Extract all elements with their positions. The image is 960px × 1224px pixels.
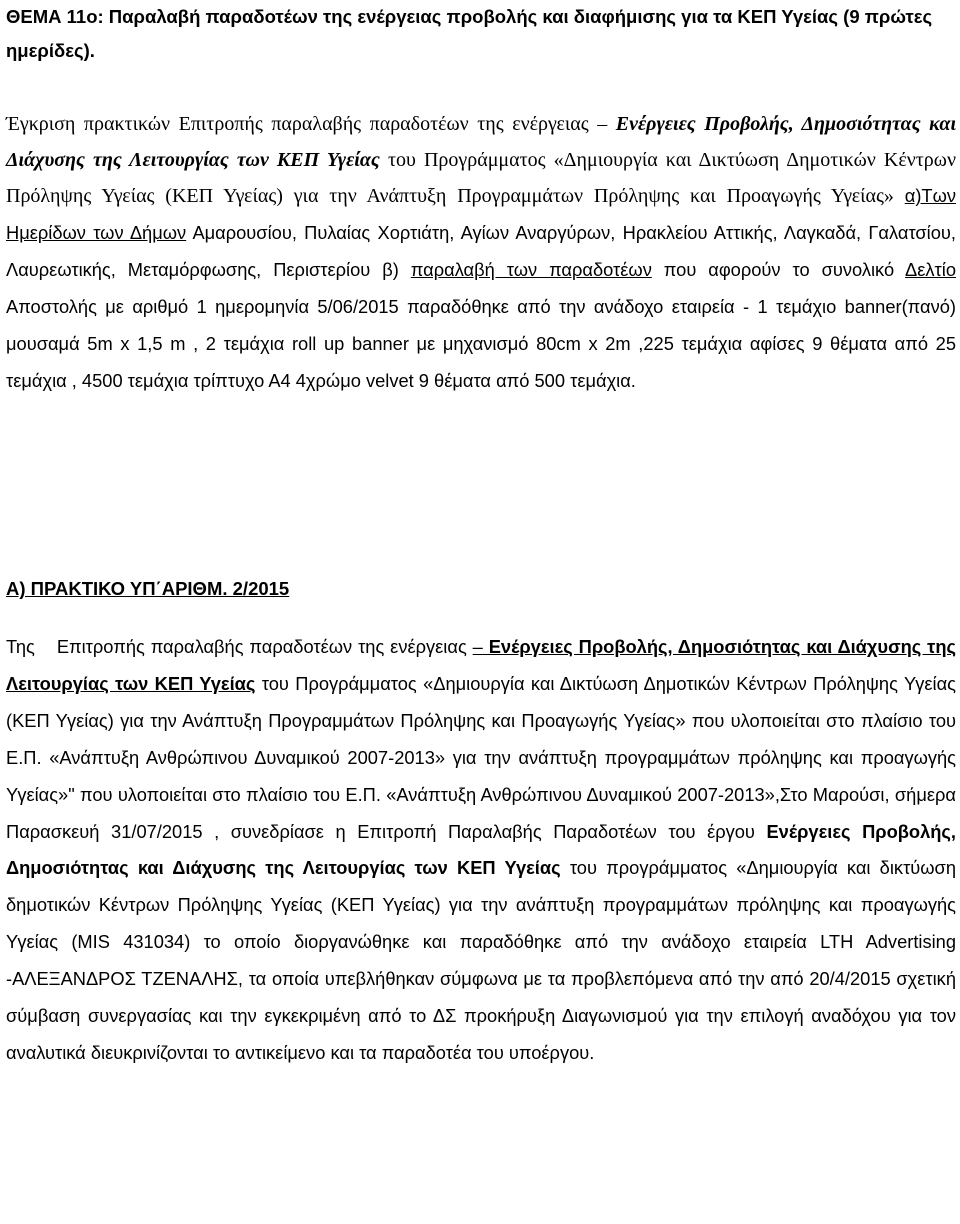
- minutes-project-title-underlined: Ενέργειες Προβολής, Δημοσιότητας και Διάχυσης της Λειτουργίας των ΚΕΠ Υγείας: [6, 636, 956, 694]
- approval-text-3: που αφορούν το συνολικό: [651, 258, 906, 280]
- minutes-heading: [6, 572, 289, 606]
- minutes-dash: –: [472, 636, 483, 657]
- approval-municipalities: Αμαρουσίου, Πυλαίας Χορτιάτη, Αγίων Αναργύρων, Ηρακλείου Αττικής, Λαγκαδά, Γαλατσίου, Λαυρεωτικής, Μεταμόρφωσης, Περιστερίου β): [6, 221, 956, 280]
- approval-dash: –: [597, 113, 608, 135]
- minutes-text-3: του Προγράμματος «Δημιουργία και Δικτύωση Δημοτικών Κέντρων Πρόληψης Υγείας (ΚΕΠ Υγείας) για την Ανάπτυξη Προγραμμάτων Πρόληψης και Προαγωγής Υγείας» που υλοποιείται στο πλαίσιο του Ε.Π. «Ανάπτυξη Ανθρώπινου Δυναμικού 2007-2013» για την ανάπτυξη προγραμμάτων πρόληψης και προαγωγής Υγείας»" που υλοποιείται στο πλαίσιο του Ε.Π. «Ανάπτυξη Ανθρώπινου Δυναμικού 2007-2013»,Στο Μαρούσι, σήμερα Παρασκευή 31/07/2015 , συνεδρίασε η Επιτροπή Παραλαβής Παραδοτέων του έργου: [6, 672, 956, 842]
- minutes-paragraph: [6, 629, 956, 1072]
- topic-title: ΘΕΜΑ 11ο: Παραλαβή παραδοτέων της ενέργειας προβολής και διαφήμισης για τα ΚΕΠ Υγείας (9 πρώτες ημερίδες).: [6, 6, 933, 61]
- minutes-text-4: του προγράμματος «Δημιουργία και δικτύωση δημοτικών Κέντρων Πρόληψης Υγείας (ΚΕΠ Υγείας) για την ανάπτυξη προγραμμάτων πρόληψης και προαγωγής Υγείας (MIS 431034) το οποίο διοργανώθηκε και παραδόθηκε από την ανάδοχο εταιρεία LTH Advertising -ΑΛΕΞΑΝΔΡΟΣ ΤΖΕΝΑΛΗΣ, τα οποία υπεβλήθηκαν σύμφωνα με τα προβλεπόμενα από την από 20/4/2015 σχετική σύμβαση συνεργασίας και την εγκεκριμένη από το ΔΣ προκήρυξη Διαγωνισμού για την επιλογή αναδόχου για τον αναλυτικά διευκρινίζονται το αντικείμενο και τα παραδοτέα του υποέργου.: [6, 857, 957, 1063]
- minutes-heading-text: Α) ΠΡΑΚΤΙΚΟ ΥΠ΄ΑΡΙΘΜ. 2/2015: [6, 578, 290, 599]
- minutes-text-1: Της: [6, 636, 35, 657]
- minutes-project-title-bold: Ενέργειες Προβολής, Δημοσιότητας και Διάχυσης της Λειτουργίας των ΚΕΠ Υγείας: [6, 820, 956, 879]
- minutes-text-2: Επιτροπής παραλαβής παραδοτέων της ενέργειας: [56, 636, 473, 657]
- approval-delivery-note: Δελτίο: [905, 258, 956, 280]
- approval-deliverables-list: Αποστολής με αριθμό 1 ημερομηνία 5/06/2015 παραδόθηκε από την ανάδοχο εταιρεία - 1 τεμάχιο banner(πανό) μουσαμά 5m x 1,5 m , 2 τεμάχια roll up banner με μηχανισμό 80cm x 2m ,225 τεμάχια αφίσες 9 θέματα από 25 τεμάχια , 4500 τεμάχια τρίπτυχο Α4 4χρώμο velvet 9 θέματα από 500 τεμάχια.: [6, 295, 956, 391]
- approval-text-2: του Προγράμματος «Δημιουργία και Δικτύωση Δημοτικών Κέντρων Πρόληψης Υγείας (ΚΕΠ Υγείας) για την Ανάπτυξη Προγραμμάτων Πρόληψης και Προαγωγής Υγείας»: [6, 149, 956, 207]
- approval-paragraph: [6, 106, 956, 399]
- approval-text-1: Έγκριση πρακτικών Επιτροπής παραλαβής παραδοτέων της ενέργειας: [6, 113, 598, 135]
- approval-deliverables-receipt: παραλαβή των παραδοτέων: [410, 258, 652, 280]
- approval-events-link: α)Των Ημερίδων των Δήμων: [6, 185, 956, 243]
- approval-project-title: Ενέργειες Προβολής, Δημοσιότητας και Διάχυσης της Λειτουργίας των ΚΕΠ Υγείας: [6, 113, 956, 171]
